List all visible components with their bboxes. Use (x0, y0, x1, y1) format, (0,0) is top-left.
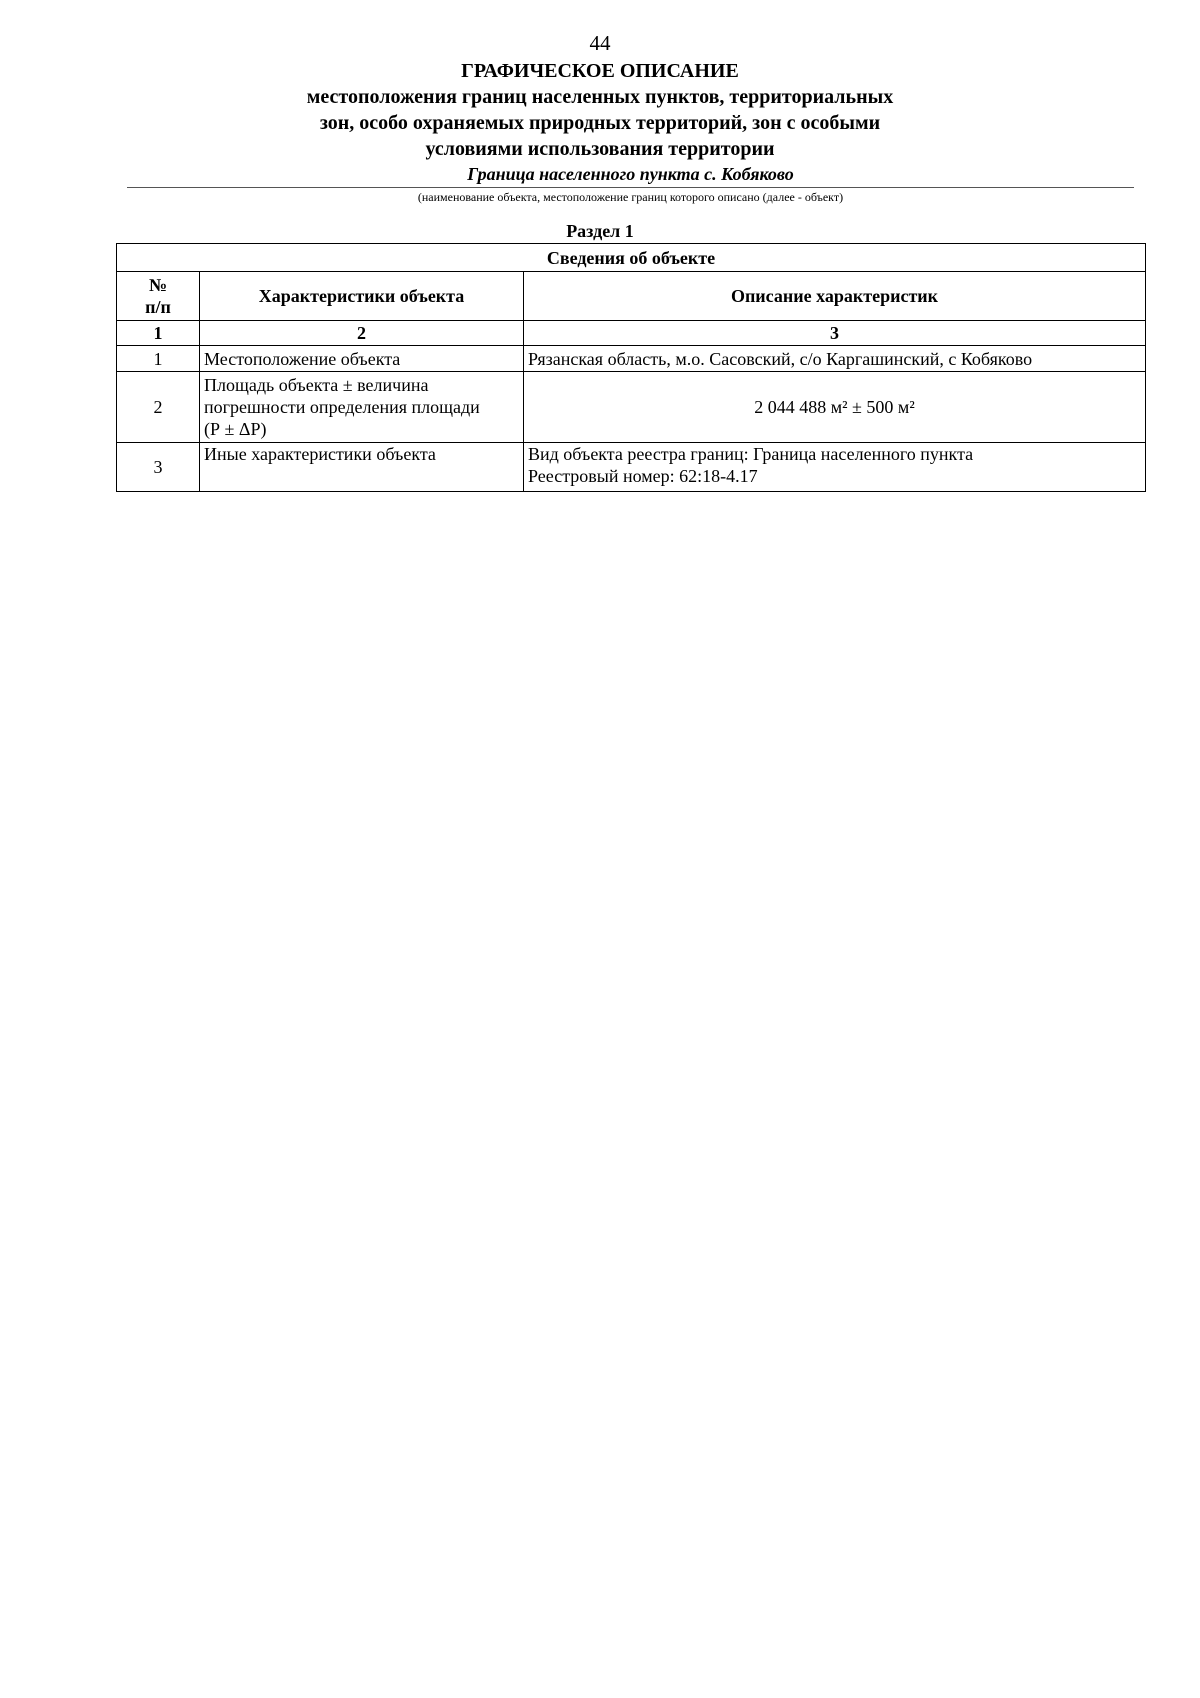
table-header-row (117, 272, 1146, 321)
row-characteristic (200, 346, 524, 372)
object-info-table (116, 243, 1146, 492)
row-description (524, 372, 1146, 443)
header-num (117, 272, 200, 321)
row-characteristic (200, 372, 524, 443)
row-characteristic-line: (Р ± ΔР) (204, 419, 267, 439)
document-header (0, 58, 1200, 162)
row-characteristic (200, 443, 524, 492)
section-title: Раздел 1 (566, 221, 634, 241)
row-characteristic-line: погрешности определения площади (204, 397, 480, 417)
document-subtitle-line-2: зон, особо охраняемых природных территорий, зон с особыми (319, 112, 881, 134)
row-characteristic-line: Местоположение объекта (204, 348, 401, 369)
header-description: Описание характеристик (524, 272, 1146, 321)
header-characteristic: Характеристики объекта (200, 272, 524, 321)
row-number: 2 (117, 372, 200, 443)
table-caption-row (117, 244, 1146, 272)
object-caption: (наименование объекта, местоположение границ которого описано (далее - объект) (417, 190, 844, 204)
header-num-line-1: № (148, 275, 168, 295)
row-description (524, 346, 1146, 372)
object-name: Граница населенного пункта с. Кобяково (127, 163, 1134, 188)
document-subtitle-line-1: местоположения границ населенных пунктов, территориальных (306, 86, 894, 108)
table-row (117, 346, 1146, 372)
column-number-3: 3 (524, 321, 1146, 346)
row-number: 1 (117, 346, 200, 372)
row-description-line: Рязанская область, м.о. Сасовский, с/о Каргашинский, с Кобяково (528, 348, 1033, 369)
row-characteristic-line: Иные характеристики объекта (204, 444, 436, 464)
table-row (117, 443, 1146, 492)
row-number: 3 (117, 443, 200, 492)
column-number-2: 2 (200, 321, 524, 346)
header-num-line-2: п/п (145, 297, 171, 317)
column-number-row (117, 321, 1146, 346)
document-title: ГРАФИЧЕСКОЕ ОПИСАНИЕ (461, 60, 739, 82)
table-caption: Сведения об объекте (117, 244, 1146, 272)
document-subtitle-line-3: условиями использования территории (425, 138, 775, 160)
row-description-line: 2 044 488 м² ± 500 м² (754, 397, 915, 417)
row-description (524, 443, 1146, 492)
page-number: 44 (589, 31, 611, 55)
row-description-line: Реестровый номер: 62:18-4.17 (528, 466, 758, 486)
row-description-line: Вид объекта реестра границ: Граница населенного пункта (528, 444, 974, 464)
column-number-1: 1 (117, 321, 200, 346)
table-row (117, 372, 1146, 443)
row-characteristic-line: Площадь объекта ± величина (204, 375, 429, 395)
